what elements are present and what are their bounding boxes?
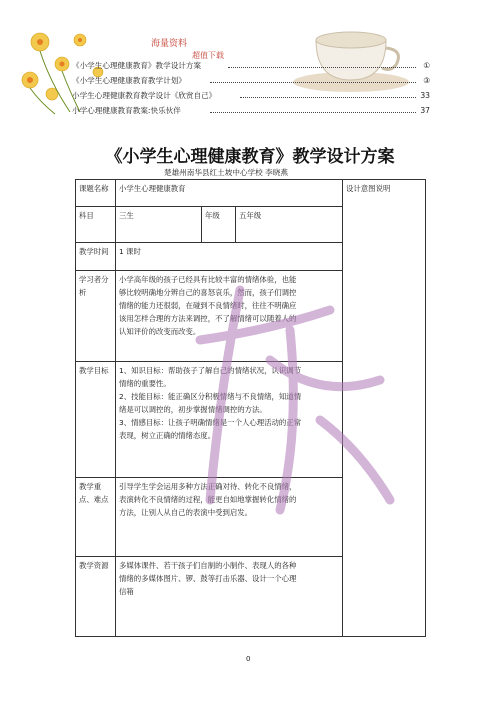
text-line: 3、情感目标：让孩子明确情绪是一个人心理活动的正常 xyxy=(119,418,302,427)
toc-entry-page: ① xyxy=(423,61,430,70)
text-line: 引导学生学会运用多种方法正确对待、转化不良情绪， xyxy=(119,482,297,491)
text-line: 表现，树立正确的情绪态度。 xyxy=(119,431,216,440)
toc-leader xyxy=(210,112,416,113)
cell-paragraph xyxy=(116,557,343,637)
cell-grade-label: 年级 xyxy=(202,207,236,243)
toc-entry-title: 小学生心理健康教育教学设计《欣赏自己》 xyxy=(72,91,217,100)
text-line: 方法，让别人从自己的表演中受到启发。 xyxy=(119,508,253,517)
text-line: 表演转化不良情绪的过程，能更自如地掌握转化情绪的 xyxy=(119,495,297,504)
toc-entry-title: 《小学生心理健康教育教学计划》 xyxy=(72,76,186,85)
page-number: 0 xyxy=(246,655,251,663)
text-line: 小学高年级的孩子已经具有比较丰富的情绪体验，也能 xyxy=(119,275,297,284)
text-line: 2、技能目标：能正确区分积极情绪与不良情绪，知道情 xyxy=(119,392,302,401)
cell-value: 小学生心理健康教育 xyxy=(116,180,343,207)
cell-grade: 五年级 xyxy=(236,207,343,243)
toc-entry-title: 小学心理健康教育教案:快乐伙伴 xyxy=(72,106,181,115)
text-line: 情绪的能力还很弱，在碰到不良情绪时，往往不明确应 xyxy=(119,301,297,310)
cell-label: 教学资源 xyxy=(76,557,116,637)
text-line: 情绪的多媒体图片、锣、鼓等打击乐器、设计一个心理 xyxy=(119,574,297,583)
cell-label: 教学目标 xyxy=(76,362,116,478)
cell-label: 课题名称 xyxy=(76,180,116,207)
toc-entry[interactable] xyxy=(72,103,430,118)
toc-entry[interactable] xyxy=(72,58,430,73)
toc-entry-page: ③ xyxy=(423,76,430,85)
toc-entry-page: 37 xyxy=(420,106,430,115)
cell-label: 教学重点、难点 xyxy=(76,478,116,557)
document-author: 楚雄州南华县红土坡中心学校 李晓燕 xyxy=(164,168,288,177)
cell-label: 学习者分析 xyxy=(76,271,116,362)
toc-leader xyxy=(228,67,416,68)
cell-subject: 三生 xyxy=(116,207,202,243)
document-title: 《小学生心理健康教育》教学设计方案 xyxy=(105,147,395,167)
text-line: 多媒体课件、若干孩子们自制的小制作、表现人的各种 xyxy=(119,561,297,570)
toc-entry[interactable] xyxy=(72,88,430,103)
cell-paragraph xyxy=(116,478,343,557)
cell-paragraph xyxy=(116,271,343,362)
table-of-contents xyxy=(72,58,430,118)
brand-sub-text: 超值下载 xyxy=(192,51,224,60)
table-row xyxy=(76,180,426,207)
brand-top-text: 海量资料 xyxy=(151,39,188,49)
toc-leader xyxy=(240,97,416,98)
text-line: 情绪的重要性。 xyxy=(119,379,171,388)
toc-entry-page: 33 xyxy=(420,91,430,100)
cell-paragraph xyxy=(116,362,343,478)
cell-value: 1 课时 xyxy=(116,243,343,271)
text-line: 够比较明确地分辨自己的喜怒哀乐，然而，孩子们调控 xyxy=(119,288,297,297)
cell-label: 科目 xyxy=(76,207,116,243)
toc-entry[interactable] xyxy=(72,73,430,88)
design-intent-column: 设计意图说明 xyxy=(343,180,426,637)
cell-label: 教学时间 xyxy=(76,243,116,271)
toc-leader xyxy=(210,82,416,83)
text-line: 绪是可以调控的，初步掌握情绪调控的方法。 xyxy=(119,405,267,414)
text-line: 1、知识目标：帮助孩子了解自己的情绪状况，认识调节 xyxy=(119,366,302,375)
text-line: 该用怎样合理的方法来调控，不了解情绪可以随着人的 xyxy=(119,314,297,323)
text-line: 信箱 xyxy=(119,587,134,596)
text-line: 认知评价的改变而改变。 xyxy=(119,327,201,336)
toc-entry-title: 《小学生心理健康教育》教学设计方案 xyxy=(72,61,202,70)
lesson-plan-table xyxy=(75,179,426,637)
